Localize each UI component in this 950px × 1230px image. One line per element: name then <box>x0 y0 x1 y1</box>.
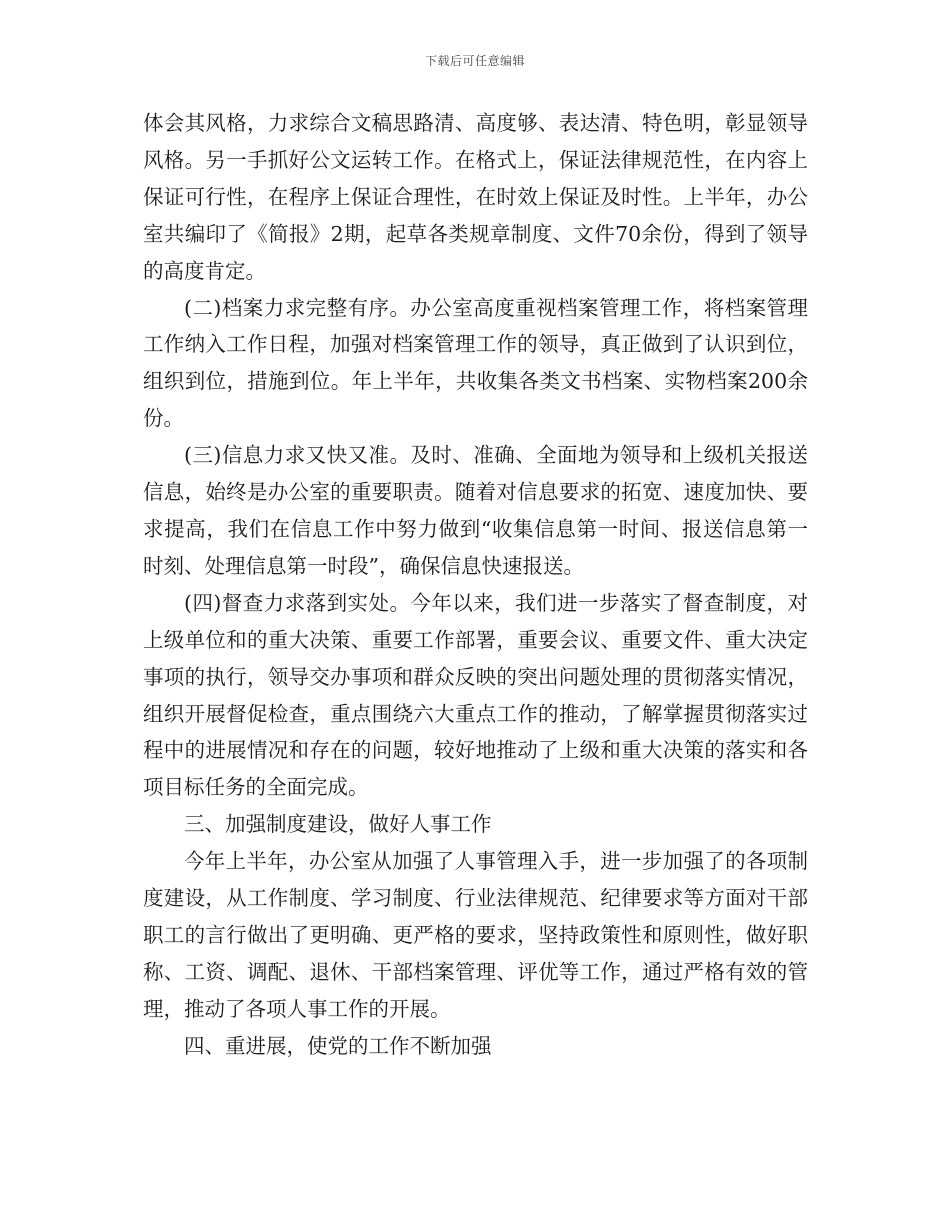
section-heading-personnel: 三、加强制度建设，做好人事工作 <box>184 812 492 837</box>
document-body <box>143 105 808 1065</box>
page-header: 下载后可任意编辑 <box>424 54 525 68</box>
paragraph-archives: (二)档案力求完整有序。办公室高度重视档案管理工作，将档案管理工作纳入工作日程，加强对档案管理工作的领导，真正做到了认识到位，组织到位，措施到位。年上半年，共收集各类文书档案、实物档案200余份。 <box>143 295 808 431</box>
paragraph-continuation: 体会其风格，力求综合文稿思路清、高度够、表达清、特色明，彰显领导风格。另一手抓好公文运转工作。在格式上，保证法律规范性，在内容上保证可行性，在程序上保证合理性，在时效上保证及时性。上半年，办公室共编印了《简报》2期，起草各类规章制度、文件70余份，得到了领导的高度肯定。 <box>143 111 808 283</box>
paragraph-personnel: 今年上半年，办公室从加强了人事管理入手，进一步加强了的各项制度建设，从工作制度、学习制度、行业法律规范、纪律要求等方面对干部职工的言行做出了更明确、更严格的要求，坚持政策性和原则性，做好职称、工资、调配、退休、干部档案管理、评优等工作，通过严格有效的管理，推动了各项人事工作的开展。 <box>143 849 808 1021</box>
paragraph-information: (三)信息力求又快又准。及时、准确、全面地为领导和上级机关报送信息，始终是办公室的重要职责。随着对信息要求的拓宽、速度加快、要求提高，我们在信息工作中努力做到“收集信息第一时间、报送信息第一时刻、处理信息第一时段”，确保信息快速报送。 <box>143 443 808 578</box>
section-heading-party-work: 四、重进展，使党的工作不断加强 <box>184 1033 492 1058</box>
paragraph-supervision: (四)督查力求落到实处。今年以来，我们进一步落实了督查制度，对上级单位和的重大决策、重要工作部署，重要会议、重要文件、重大决定事项的执行，领导交办事项和群众反映的突出问题处理的贯彻落实情况，组织开展督促检查，重点围绕六大重点工作的推动，了解掌握贯彻落实过程中的进展情况和存在的问题，较好地推动了上级和重大决策的落实和各项目标任务的全面完成。 <box>143 590 808 800</box>
